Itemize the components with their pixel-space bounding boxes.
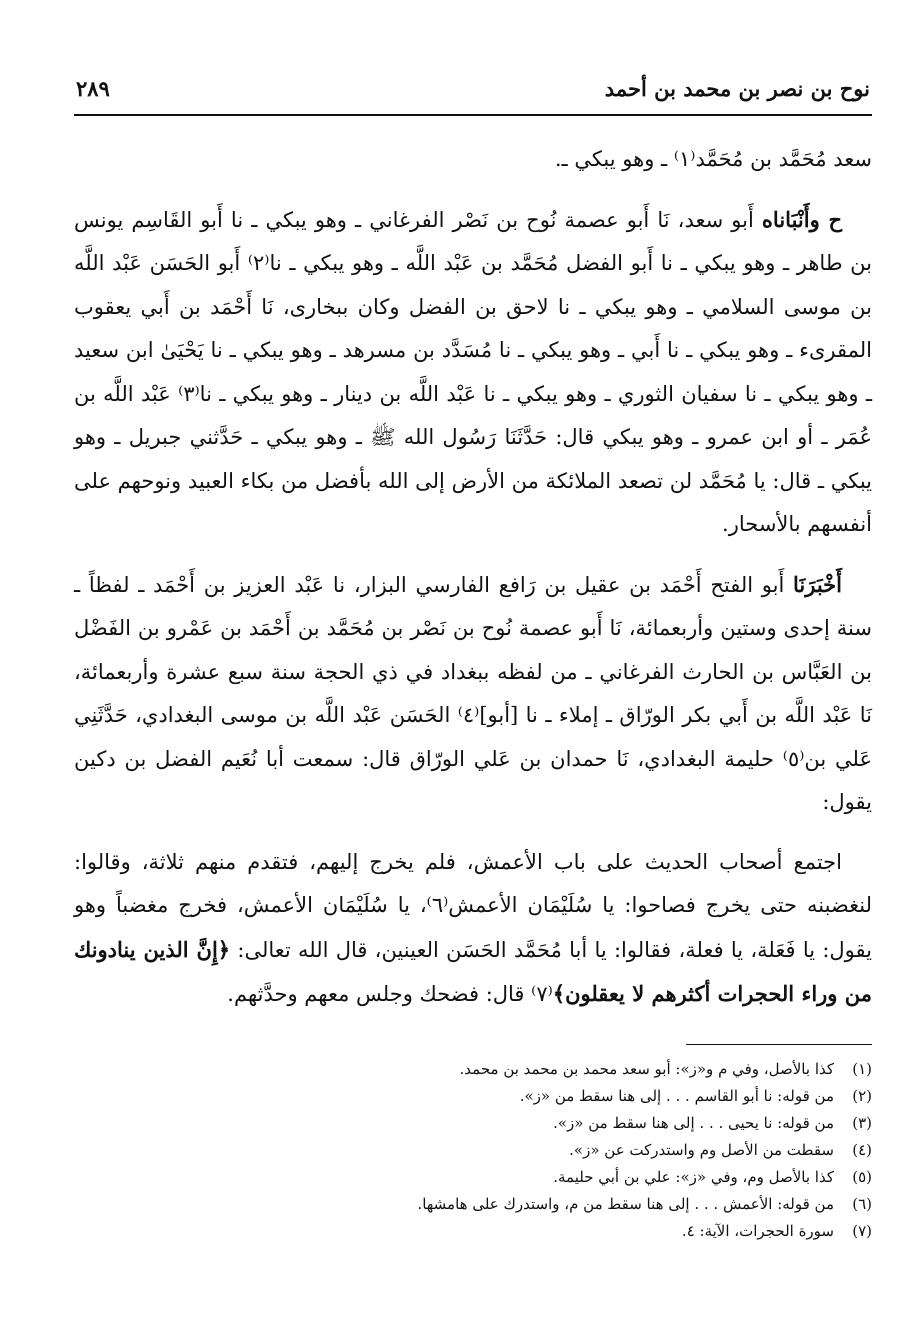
- paragraph-4: [74, 841, 872, 1017]
- paragraph-3-text: أَبو الفتح أَحْمَد بن عقيل بن رَافع الفارسي البزار، نا عَبْد العزيز بن أَحْمَد ـ لفظاً ـ سنة إحدى وستين وأربعمائة، نَا أَبو عصمة نُوح بن نَصْر بن مُحَمَّد بن أَحْمَد بن عَمْرو بن الفَضْل بن العَبَّاس بن الحارث الفرغاني ـ من لفظه ببغداد في ذي الحجة سنة سبع عشرة وأربعمائة، نَا عَبْد اللَّه بن أَبي بكر الورّاق ـ إملاء ـ نا [أبو]⁽٤⁾ الحَسَن عَبْد اللَّه بن موسى البغدادي، حَدَّثَنِي عَلي بن⁽٥⁾ حليمة البغدادي، نَا حمدان بن عَلي الورّاق قال: سمعت أبا نُعَيم الفضل بن دكين يقول:: [74, 572, 872, 814]
- footnote-5: [74, 1164, 872, 1191]
- paragraph-4-text-a: اجتمع أصحاب الحديث على باب الأعمش، فلم يخرج إليهم، فتقدم منهم ثلاثة، وقالوا: لنغضبنه حتى يخرج فصاحوا: يا سُلَيْمَان الأعمش⁽٦⁾، يا سُلَيْمَان الأعمش، فخرج مغضباً وهو يقول: يا فَعَلة، يا فعلة، فقالوا: يا أبا مُحَمَّد الحَسَن العينين، قال الله تعالى:: [74, 849, 872, 962]
- paragraph-3: [74, 563, 872, 825]
- footnote-number: (٢): [852, 1087, 872, 1105]
- footnote-number: (٥): [852, 1168, 872, 1186]
- main-text: [74, 138, 872, 1017]
- footnote-2: [74, 1083, 872, 1110]
- footnote-text: من قوله: نا يحيى . . . إلى هنا سقط من «ز».: [553, 1114, 834, 1132]
- footnote-4: [74, 1137, 872, 1164]
- footnote-number: (٤): [852, 1141, 872, 1159]
- footnote-1: [74, 1056, 872, 1083]
- header-title: نوح بن نصر بن محمد بن أحمد: [604, 75, 870, 101]
- footnote-number: (١): [852, 1060, 872, 1078]
- footnotes: [74, 1056, 872, 1245]
- footnote-7: [74, 1218, 872, 1245]
- quran-verse: ﴿إِنَّ الذين ينادونك من وراء الحجرات أكثرهم لا يعقلون﴾: [74, 936, 872, 1006]
- paragraph-1: [74, 138, 872, 182]
- paragraph-2-text: أَبو سعد، نَا أَبو عصمة نُوح بن نَصْر الفرغاني ـ وهو يبكي ـ نا أَبو القَاسِم يونس بن طاهر ـ وهو يبكي ـ نا أَبو الفضل مُحَمَّد بن عَبْد اللَّه ـ وهو يبكي ـ نا⁽٢⁾ أَبو الحَسَن عَبْد اللَّه بن موسى السلامي ـ وهو يبكي ـ نا لاحق بن الفضل وكان ببخارى، نَا أَحْمَد بن أَبي يعقوب المقرىء ـ وهو يبكي ـ نا أَبي ـ وهو يبكي ـ نا مُسَدَّد بن مسرهد ـ وهو يبكي ـ نا يَحْيَىٰ ابن سعيد ـ وهو يبكي ـ نا سفيان الثوري ـ وهو يبكي ـ نا عَبْد اللَّه بن دينار ـ وهو يبكي ـ نا⁽٣⁾ عَبْد اللَّه بن عُمَر ـ أو ابن عمرو ـ وهو يبكي قال: حَدَّثَنَا رَسُول الله ﷺ ـ وهو يبكي ـ حَدَّثني جبريل ـ وهو يبكي ـ قال: يا مُحَمَّد لن تصعد الملائكة من الأرض إلى الله بأفضل من بكاء العبيد ونوحهم على أنفسهم بالأسحار.: [74, 207, 872, 536]
- page-number: ٢٨٩: [76, 75, 110, 101]
- footnote-number: (٦): [852, 1195, 872, 1213]
- header-rule: [74, 114, 872, 116]
- footnote-text: سقطت من الأصل وم واستدركت عن «ز».: [569, 1141, 834, 1159]
- paragraph-4-text-b: ⁽٧⁾ قال: فضحك وجلس معهم وحدَّثهم.: [227, 982, 553, 1006]
- footnote-text: سورة الحجرات، الآية: ٤.: [681, 1222, 834, 1240]
- paragraph-2: [74, 198, 872, 547]
- paragraph-2-lead: ح وأَنْبَاناه: [761, 206, 843, 232]
- footnote-text: كذا بالأصل، وفي م و«ز»: أبو سعد محمد بن محمد بن محمد.: [459, 1060, 834, 1078]
- running-header: [76, 70, 870, 106]
- footnote-6: [74, 1191, 872, 1218]
- footnote-number: (٣): [852, 1114, 872, 1132]
- footnote-text: كذا بالأصل وم، وفي «ز»: علي بن أبي حليمة.: [553, 1168, 834, 1186]
- footnote-text: من قوله: نا أبو القاسم . . . إلى هنا سقط من «ز».: [519, 1087, 834, 1105]
- paragraph-3-lead: أَخْبَرَنَا: [793, 571, 842, 597]
- footnote-3: [74, 1110, 872, 1137]
- footnote-rule: [686, 1044, 872, 1045]
- footnote-number: (٧): [852, 1222, 872, 1240]
- footnote-text: من قوله: الأعمش . . . إلى هنا سقط من م، واستدرك على هامشها.: [417, 1195, 834, 1213]
- paragraph-1-text: سعد مُحَمَّد بن مُحَمَّد⁽١⁾ ـ وهو يبكي ـ.: [554, 147, 872, 171]
